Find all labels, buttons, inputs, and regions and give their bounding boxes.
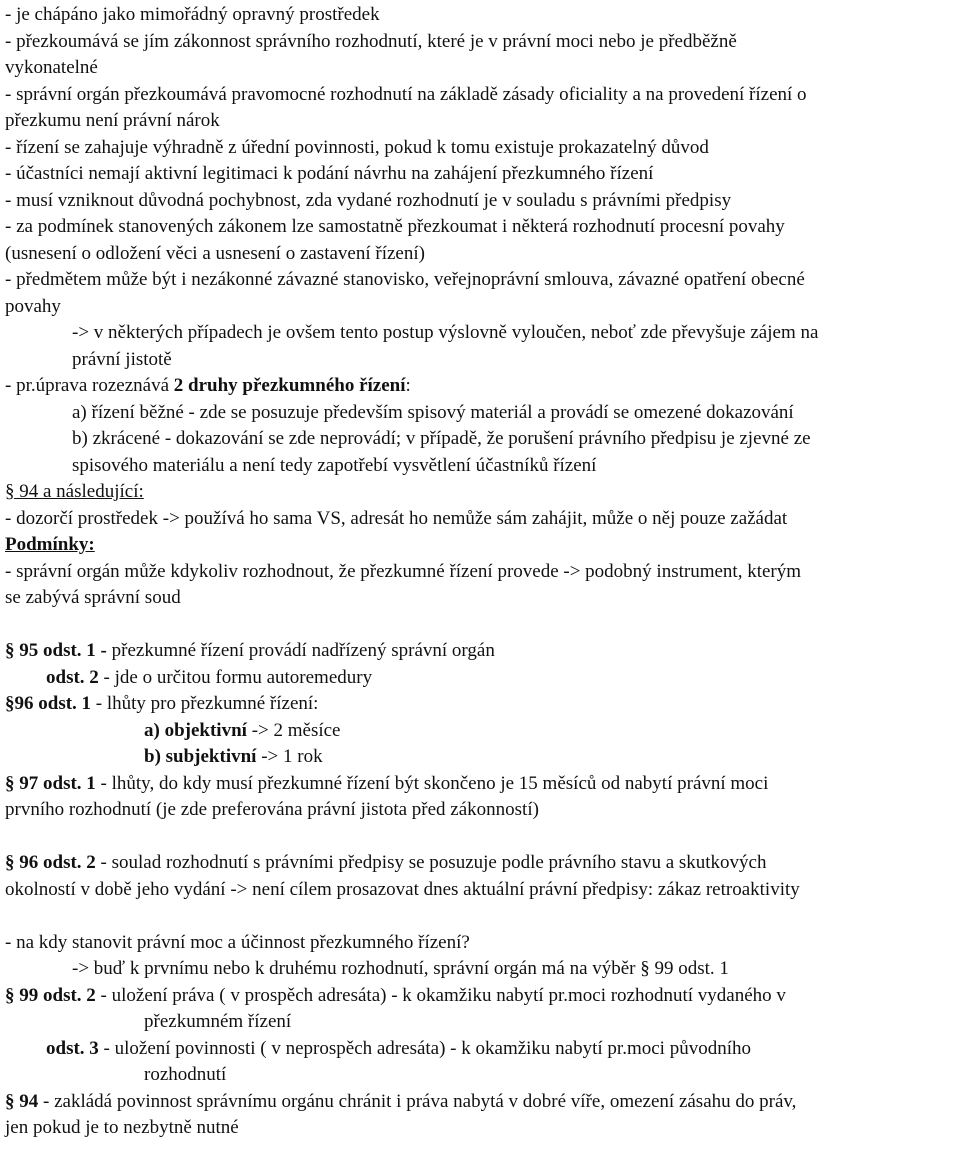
list-item: b) zkrácené - dokazování se zde neprovádí; v případě, že porušení právního předpisu je zjevné ze xyxy=(72,428,811,449)
text-line: - za podmínek stanovených zákonem lze samostatně přezkoumat i některá rozhodnutí procesní povahy xyxy=(5,216,785,237)
text-line: - dozorčí prostředek -> používá ho sama VS, adresát ho nemůže sám zahájit, může o něj pouze zažádat xyxy=(5,507,788,529)
text-line: - musí vzniknout důvodná pochybnost, zda vydané rozhodnutí je v souladu s právními předpisy xyxy=(5,189,732,211)
text-line: § 97 odst. 1 - lhůty, do kdy musí přezkumné řízení být skončeno je 15 měsíců od nabytí právní moci xyxy=(5,772,769,794)
text-line: odst. 3 - uložení povinnosti ( v neprospěch adresáta) - k okamžiku nabytí pr.moci původního xyxy=(46,1037,751,1059)
list-item: a) řízení běžné - zde se posuzuje především spisový materiál a provádí se omezené dokazování xyxy=(72,401,794,423)
text-line: § 99 odst. 2 - uložení práva ( v prospěch adresáta) - k okamžiku nabytí pr.moci rozhodnutí vydaného v xyxy=(5,984,786,1006)
text-line: (usnesení o odložení věci a usnesení o zastavení řízení) xyxy=(5,242,425,264)
text-line: okolností v době jeho vydání -> není cílem prosazovat dnes aktuální právní předpisy: zákaz retroaktivity xyxy=(5,878,800,900)
text-line: - správní orgán přezkoumává pravomocné rozhodnutí na základě zásady oficiality a na provedení řízení o xyxy=(5,83,807,105)
text-line: jen pokud je to nezbytně nutné xyxy=(5,1117,239,1138)
text-line: odst. 2 - jde o určitou formu autoremedury xyxy=(46,666,373,688)
bold-phrase: 2 druhy přezkumného řízení xyxy=(173,375,406,396)
text-line: § 94 - zakládá povinnost správnímu orgánu chránit i práva nabytá v dobré víře, omezení zásahu do práv, xyxy=(5,1090,797,1112)
text-line: - předmětem může být i nezákonné závazné stanovisko, veřejnoprávní smlouva, závazné opatření obecné xyxy=(5,269,805,290)
section-heading: Podmínky: xyxy=(5,534,95,555)
text-line: - účastníci nemají aktivní legitimaci k podání návrhu na zahájení přezkumného řízení xyxy=(5,163,654,184)
text-line: -> v některých případech je ovšem tento postup výslovně vyloučen, neboť zde převyšuje zájem na xyxy=(72,322,819,343)
text-line: prvního rozhodnutí (je zde preferována právní jistota před zákonností) xyxy=(5,799,539,820)
text-line: - je chápáno jako mimořádný opravný prostředek xyxy=(5,4,380,25)
text-line: přezkumném řízení xyxy=(144,1011,292,1032)
text-line: vykonatelné xyxy=(5,57,98,78)
text-line: § 96 odst. 2 - soulad rozhodnutí s právními předpisy se posuzuje podle právního stavu a skutkových xyxy=(5,852,767,873)
text-line: -> buď k prvnímu nebo k druhému rozhodnutí, správní orgán má na výběr § 99 odst. 1 xyxy=(72,958,729,979)
text-line: rozhodnutí xyxy=(144,1064,227,1085)
list-item: b) subjektivní -> 1 rok xyxy=(144,746,323,767)
text-line: přezkumu není právní nárok xyxy=(5,110,220,131)
text-line: §96 odst. 1 - lhůty pro přezkumné řízení: xyxy=(5,693,319,714)
section-heading: § 94 a následující: xyxy=(5,481,144,502)
list-item: spisového materiálu a není tedy zapotřebí vysvětlení účastníků řízení xyxy=(72,454,597,476)
text-line: - správní orgán může kdykoliv rozhodnout, že přezkumné řízení provede -> podobný instrument, kterým xyxy=(5,560,802,582)
text-line: povahy xyxy=(5,295,61,317)
text-line: - pr.úprava rozeznává 2 druhy přezkumného řízení: xyxy=(5,375,411,396)
text-line: - řízení se zahajuje výhradně z úřední povinnosti, pokud k tomu existuje prokazatelný důvod xyxy=(5,136,709,158)
list-item: a) objektivní -> 2 měsíce xyxy=(144,719,341,741)
text-line: právní jistotě xyxy=(72,348,172,370)
text-line: § 95 odst. 1 - přezkumné řízení provádí nadřízený správní orgán xyxy=(5,640,495,661)
text-line: - přezkoumává se jím zákonnost správního rozhodnutí, které je v právní moci nebo je předběžně xyxy=(5,30,737,52)
text-line: se zabývá správní soud xyxy=(5,587,181,608)
text-line: - na kdy stanovit právní moc a účinnost přezkumného řízení? xyxy=(5,931,470,953)
